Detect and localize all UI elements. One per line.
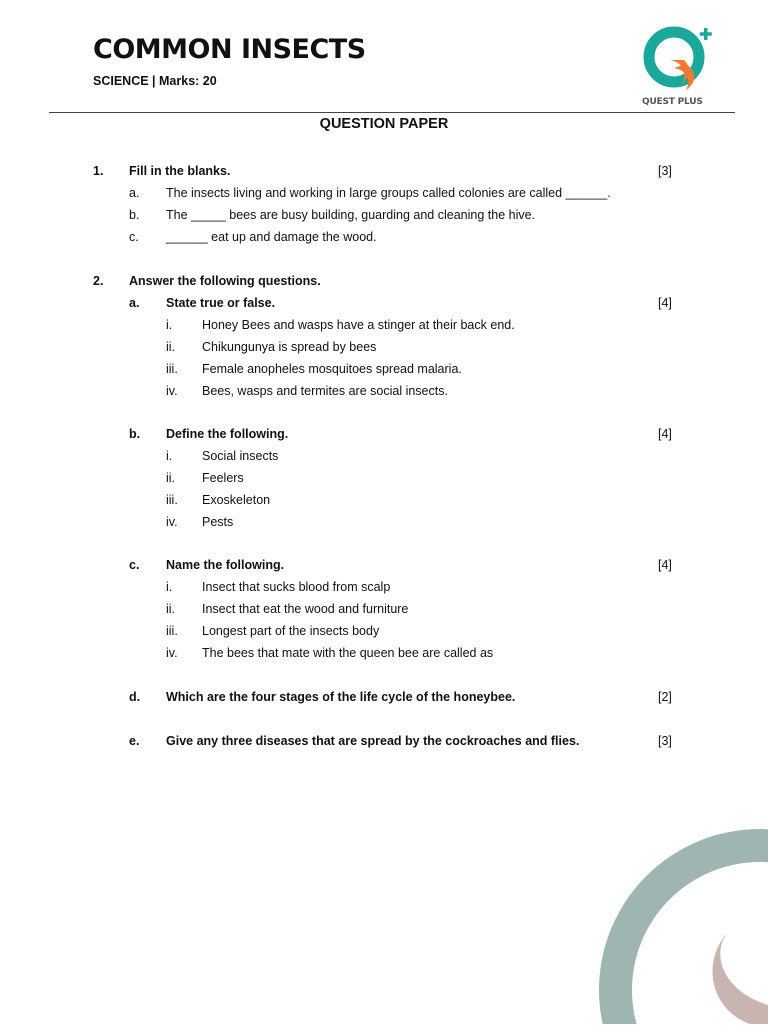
item-text: Insect that eat the wood and furniture xyxy=(202,602,409,616)
item-text: Bees, wasps and termites are social insects. xyxy=(202,384,448,398)
header-divider xyxy=(49,112,735,113)
subquestion-2c xyxy=(0,556,768,574)
subquestion-2d xyxy=(0,688,768,706)
item-text: Longest part of the insects body xyxy=(202,624,380,638)
item-text: Honey Bees and wasps have a stinger at their back end. xyxy=(202,318,515,332)
list-item xyxy=(0,316,768,334)
subquestion-text: State true or false. xyxy=(166,296,276,310)
list-item xyxy=(0,491,768,509)
decorative-watermark xyxy=(560,790,768,1027)
item-label: i. xyxy=(166,580,173,594)
subquestion-marks: [4] xyxy=(658,427,672,441)
item-text: Female anopheles mosquitoes spread malaria. xyxy=(202,362,462,376)
subquestion-2e xyxy=(0,732,768,750)
list-item xyxy=(0,447,768,465)
list-item xyxy=(0,600,768,618)
list-item xyxy=(0,228,768,246)
item-label: iii. xyxy=(166,362,178,376)
subquestion-marks: [4] xyxy=(658,558,672,572)
item-text: Pests xyxy=(202,515,234,529)
item-label: i. xyxy=(166,318,173,332)
item-text: Social insects xyxy=(202,449,279,463)
item-text: The insects living and working in large groups called colonies are called ______. xyxy=(166,186,611,200)
subquestion-text: Define the following. xyxy=(166,427,289,441)
item-label: iv. xyxy=(166,646,178,660)
item-label: iv. xyxy=(166,515,178,529)
item-text: ______ eat up and damage the wood. xyxy=(166,230,377,244)
subquestion-label: a. xyxy=(129,296,140,310)
question-marks: [3] xyxy=(658,164,672,178)
quest-plus-logo xyxy=(636,24,720,110)
subquestion-label: b. xyxy=(129,427,141,441)
subquestion-label: c. xyxy=(129,558,140,572)
item-label: b. xyxy=(129,208,140,222)
subquestion-marks: [2] xyxy=(658,690,672,704)
subquestion-label: d. xyxy=(129,690,141,704)
question-number: 2. xyxy=(93,274,104,288)
item-label: iv. xyxy=(166,384,178,398)
subquestion-text: Name the following. xyxy=(166,558,285,572)
list-item xyxy=(0,513,768,531)
list-item xyxy=(0,578,768,596)
document-subtitle: SCIENCE | Marks: 20 xyxy=(93,74,217,88)
list-item xyxy=(0,644,768,662)
item-label: i. xyxy=(166,449,173,463)
item-text: Exoskeleton xyxy=(202,493,271,507)
question-text: Fill in the blanks. xyxy=(129,164,231,178)
subquestion-2b xyxy=(0,425,768,443)
logo-text: QUEST PLUS xyxy=(642,97,703,107)
paper-heading: QUESTION PAPER xyxy=(319,116,449,132)
item-text: The _____ bees are busy building, guarding and cleaning the hive. xyxy=(166,208,536,222)
list-item xyxy=(0,206,768,224)
list-item xyxy=(0,382,768,400)
decorative-q-icon xyxy=(560,790,768,1024)
item-label: ii. xyxy=(166,471,176,485)
subquestion-2a xyxy=(0,294,768,312)
subquestion-text: Which are the four stages of the life cycle of the honeybee. xyxy=(166,690,516,704)
item-label: c. xyxy=(129,230,139,244)
item-label: iii. xyxy=(166,624,178,638)
list-item xyxy=(0,622,768,640)
item-label: ii. xyxy=(166,340,176,354)
list-item xyxy=(0,184,768,202)
question-1 xyxy=(0,162,768,180)
subquestion-text: Give any three diseases that are spread by the cockroaches and flies. xyxy=(166,734,580,748)
item-label: iii. xyxy=(166,493,178,507)
item-label: ii. xyxy=(166,602,176,616)
subquestion-marks: [4] xyxy=(658,296,672,310)
item-text: Insect that sucks blood from scalp xyxy=(202,580,391,594)
item-label: a. xyxy=(129,186,140,200)
question-number: 1. xyxy=(93,164,104,178)
item-text: The bees that mate with the queen bee are called as xyxy=(202,646,494,660)
item-text: Feelers xyxy=(202,471,244,485)
question-2 xyxy=(0,272,768,290)
list-item xyxy=(0,469,768,487)
question-text: Answer the following questions. xyxy=(129,274,321,288)
document-title: COMMON INSECTS xyxy=(93,34,366,65)
subquestion-label: e. xyxy=(129,734,140,748)
list-item xyxy=(0,338,768,356)
subquestion-marks: [3] xyxy=(658,734,672,748)
list-item xyxy=(0,360,768,378)
item-text: Chikungunya is spread by bees xyxy=(202,340,377,354)
